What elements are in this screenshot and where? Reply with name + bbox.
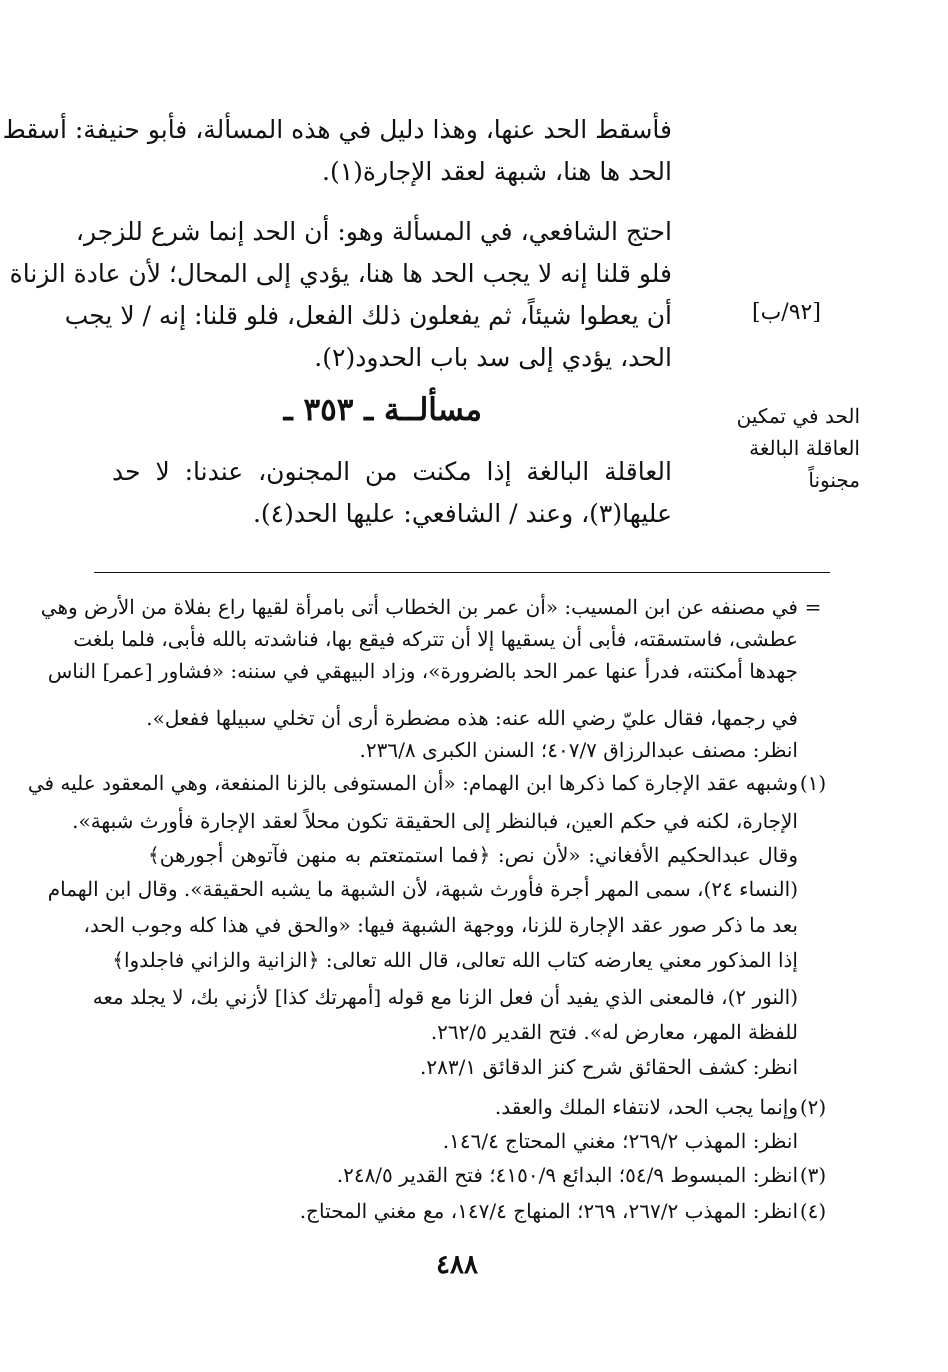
footnote-line: انظر: مصنف عبدالرزاق ٤٠٧/٧؛ السنن الكبرى ٢٣٦/٨.	[359, 738, 798, 762]
footnote-line: في رجمها، فقال عليّ رضي الله عنه: هذه مضطرة أرى أن تخلي سبيلها ففعل».	[146, 706, 798, 730]
folio-reference: [٩٢/ب]	[752, 300, 821, 325]
footnote-line: عطشى، فاستسقته، فأبى أن يسقيها إلا أن تتركه فيقع بها، فناشدته بالله فأبى، فلما بلغت	[73, 627, 798, 651]
footnote-line: جهدها أمكنته، فدرأ عنها عمر الحد بالضرورة»، وزاد البيهقي في سننه: «فشاور [عمر] الناس	[47, 659, 798, 683]
footnote-line: في مصنفه عن ابن المسيب: «أن عمر بن الخطاب أتى بامرأة لقيها راع بفلاة من الأرض وهي	[40, 595, 798, 619]
side-note-line: مجنوناً	[808, 468, 860, 492]
body-line: الحد ها هنا، شبهة لعقد الإجارة(١).	[322, 157, 672, 186]
section-heading: مسألــة ـ ٣٥٣ ـ	[283, 392, 482, 428]
footnote-line: وقال عبدالحكيم الأفغاني: «لأن نص: ﴿فما استمتعتم به منهن فآتوهن أجورهن﴾	[148, 843, 798, 867]
footnote-line: للفظة المهر، معارض له». فتح القدير ٢٦٢/٥.	[430, 1020, 798, 1044]
body-line: أن يعطوا شيئاً، ثم يفعلون ذلك الفعل، فلو قلنا: إنه / لا يجب	[64, 301, 672, 330]
body-line: احتج الشافعي، في المسألة وهو: أن الحد إنما شرع للزجر،	[75, 217, 672, 246]
body-line: الحد، يؤدي إلى سد باب الحدود(٢).	[314, 343, 672, 372]
footnote-line: بعد ما ذكر صور عقد الإجارة للزنا، ووجهة الشبهة فيها: «والحق في هذا كله وجوب الحد،	[83, 913, 798, 937]
footnote-line: انظر: المبسوط ٥٤/٩؛ البدائع ٤١٥٠/٩؛ فتح القدير ٢٤٨/٥.	[336, 1163, 798, 1187]
footnote-line: وشبهه عقد الإجارة كما ذكرها ابن الهمام: «أن المستوفى بالزنا المنفعة، وهي المعقود عليه في	[27, 771, 798, 795]
footnote-1-marker: (١)	[799, 771, 827, 795]
footnote-separator	[94, 572, 830, 573]
body-line: عليها(٣)، وعند / الشافعي: عليها الحد(٤).	[252, 499, 672, 528]
page-number: ٤٨٨	[436, 1250, 478, 1280]
body-line: فلو قلنا إنه لا يجب الحد ها هنا، يؤدي إلى المحال؛ لأن عادة الزناة	[9, 259, 672, 288]
footnote-2-marker: (٢)	[799, 1095, 827, 1119]
footnote-continuation-mark: =	[804, 595, 822, 619]
footnote-line: إذا المذكور معني يعارضه كتاب الله تعالى، قال الله تعالى: ﴿الزانية والزاني فاجلدوا﴾	[112, 948, 798, 972]
body-line: فأسقط الحد عنها، وهذا دليل في هذه المسألة، فأبو حنيفة: أسقط	[2, 115, 672, 144]
footnote-line: وإنما يجب الحد، لانتفاء الملك والعقد.	[494, 1095, 798, 1119]
side-note-line: الحد في تمكين	[736, 404, 860, 428]
footnote-line: الإجارة، لكنه في حكم العين، فبالنظر إلى الحقيقة تكون محلاً لعقد الإجارة فأورث شبهة».	[72, 809, 798, 833]
body-line: العاقلة البالغة إذا مكنت من المجنون، عندنا: لا حد	[112, 457, 672, 486]
side-note-line: العاقلة البالغة	[749, 436, 860, 460]
footnote-line: انظر: كشف الحقائق شرح كنز الدقائق ٢٨٣/١.	[420, 1055, 798, 1079]
footnote-line: انظر: المهذب ٢٦٩/٢؛ مغني المحتاج ١٤٦/٤.	[442, 1129, 798, 1153]
footnote-line: (النور ٢)، فالمعنى الذي يفيد أن فعل الزنا مع قوله [أمهرتك كذا] لأزني بك، لا يجلد معه	[92, 985, 798, 1009]
footnote-line: انظر: المهذب ٢٦٧/٢، ٢٦٩؛ المنهاج ١٤٧/٤، مع مغني المحتاج.	[299, 1199, 798, 1223]
footnote-4-marker: (٤)	[799, 1199, 827, 1223]
footnote-line: (النساء ٢٤)، سمى المهر أجرة فأورث شبهة، لأن الشبهة ما يشبه الحقيقة». وقال ابن الهمام	[47, 877, 798, 901]
footnote-3-marker: (٣)	[799, 1163, 827, 1187]
